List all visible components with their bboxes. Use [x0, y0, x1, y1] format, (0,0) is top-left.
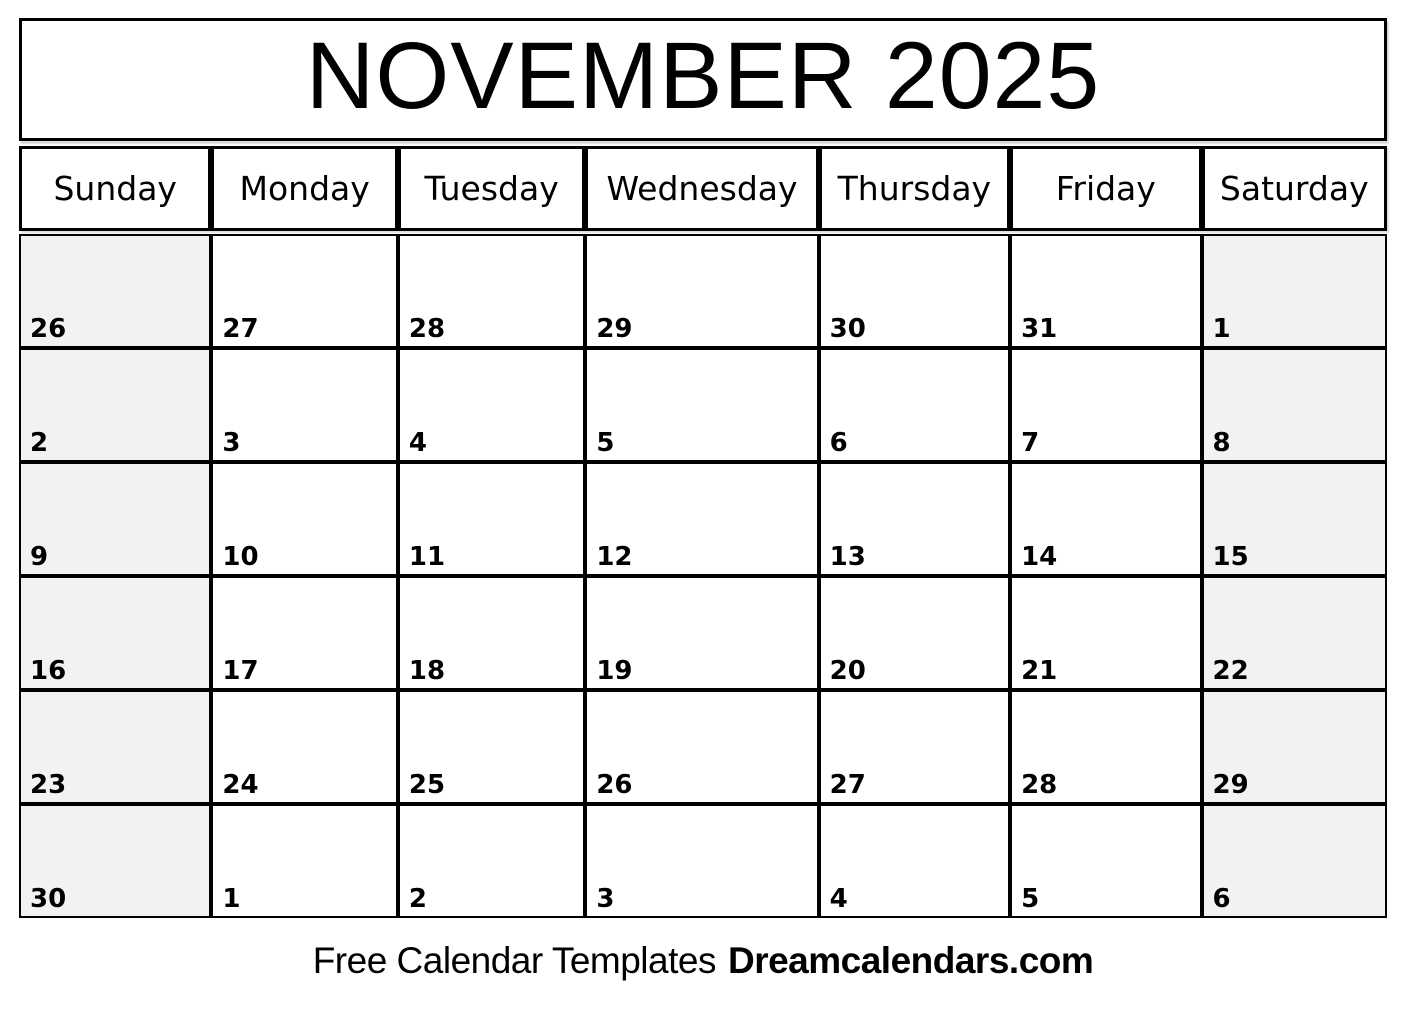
day-number: 18 [408, 656, 446, 686]
day-number: 30 [829, 314, 866, 344]
day-cell [1202, 804, 1387, 918]
day-cell [585, 462, 818, 576]
day-cell [19, 348, 211, 462]
day-cell [1010, 690, 1201, 804]
day-number: 30 [30, 884, 67, 914]
day-cell [19, 234, 211, 348]
day-cell [585, 576, 818, 690]
day-number: 26 [30, 314, 67, 344]
day-number: 27 [222, 314, 259, 344]
day-number: 13 [829, 542, 866, 572]
day-cell [585, 804, 818, 918]
day-number: 31 [1021, 314, 1058, 344]
weekday-header-saturday: Saturday [1202, 146, 1387, 231]
day-cell [19, 690, 211, 804]
day-cell [819, 348, 1010, 462]
day-number: 23 [30, 770, 67, 800]
day-cell [1202, 576, 1387, 690]
day-number: 3 [596, 884, 615, 914]
calendar-grid [19, 234, 1387, 918]
day-number: 2 [408, 884, 427, 914]
day-cell [1010, 234, 1201, 348]
day-cell [819, 804, 1010, 918]
day-number: 9 [30, 542, 49, 572]
weekday-header-thursday: Thursday [819, 146, 1010, 231]
footer-brand: Dreamcalendars.com [727, 940, 1094, 981]
day-number: 28 [1021, 770, 1058, 800]
day-number: 3 [222, 428, 241, 458]
weekday-header-row [19, 146, 1387, 231]
day-number: 2 [30, 428, 49, 458]
day-cell [398, 462, 585, 576]
weekday-header-tuesday: Tuesday [398, 146, 585, 231]
calendar-title: NOVEMBER 2025 [305, 23, 1101, 129]
day-cell [819, 462, 1010, 576]
day-number: 27 [829, 770, 866, 800]
day-number: 14 [1021, 542, 1058, 572]
day-number: 15 [1212, 542, 1249, 572]
weekday-header-wednesday: Wednesday [585, 146, 818, 231]
day-number: 21 [1021, 656, 1058, 686]
day-cell [211, 576, 397, 690]
day-cell [1010, 804, 1201, 918]
day-cell [1202, 690, 1387, 804]
day-number: 10 [222, 542, 259, 572]
day-number: 16 [30, 656, 67, 686]
weekday-header-friday: Friday [1010, 146, 1201, 231]
day-number: 17 [222, 656, 259, 686]
day-cell [1010, 462, 1201, 576]
day-cell [211, 234, 397, 348]
day-cell [585, 348, 818, 462]
day-number: 28 [408, 314, 446, 344]
day-number: 19 [596, 656, 633, 686]
day-number: 5 [596, 428, 615, 458]
day-number: 1 [222, 884, 241, 914]
day-number: 29 [1212, 770, 1249, 800]
day-cell [398, 348, 585, 462]
day-cell [19, 576, 211, 690]
day-number: 8 [1212, 428, 1231, 458]
day-number: 11 [408, 542, 446, 572]
calendar-title-box [19, 18, 1387, 141]
day-cell [819, 234, 1010, 348]
day-number: 4 [829, 884, 848, 914]
day-cell [1010, 576, 1201, 690]
day-number: 25 [408, 770, 446, 800]
footer-text: Free Calendar Templates [312, 940, 716, 981]
weekday-header-monday: Monday [211, 146, 397, 231]
day-number: 6 [829, 428, 848, 458]
day-cell [211, 348, 397, 462]
day-number: 12 [596, 542, 633, 572]
day-number: 22 [1212, 656, 1249, 686]
day-cell [1202, 462, 1387, 576]
day-cell [211, 462, 397, 576]
day-cell [819, 576, 1010, 690]
weekday-header-sunday: Sunday [19, 146, 211, 231]
day-cell [19, 462, 211, 576]
day-cell [819, 690, 1010, 804]
day-cell [1202, 348, 1387, 462]
footer [19, 942, 1387, 979]
day-cell [398, 690, 585, 804]
day-number: 20 [829, 656, 866, 686]
day-number: 4 [408, 428, 427, 458]
day-number: 1 [1212, 314, 1231, 344]
day-cell [19, 804, 211, 918]
day-cell [585, 690, 818, 804]
day-cell [398, 576, 585, 690]
day-number: 5 [1021, 884, 1040, 914]
day-number: 29 [596, 314, 633, 344]
day-cell [585, 234, 818, 348]
day-number: 26 [596, 770, 633, 800]
day-cell [1202, 234, 1387, 348]
day-cell [211, 690, 397, 804]
day-number: 6 [1212, 884, 1231, 914]
day-number: 24 [222, 770, 259, 800]
day-number: 7 [1021, 428, 1040, 458]
day-cell [398, 804, 585, 918]
day-cell [1010, 348, 1201, 462]
day-cell [398, 234, 585, 348]
day-cell [211, 804, 397, 918]
